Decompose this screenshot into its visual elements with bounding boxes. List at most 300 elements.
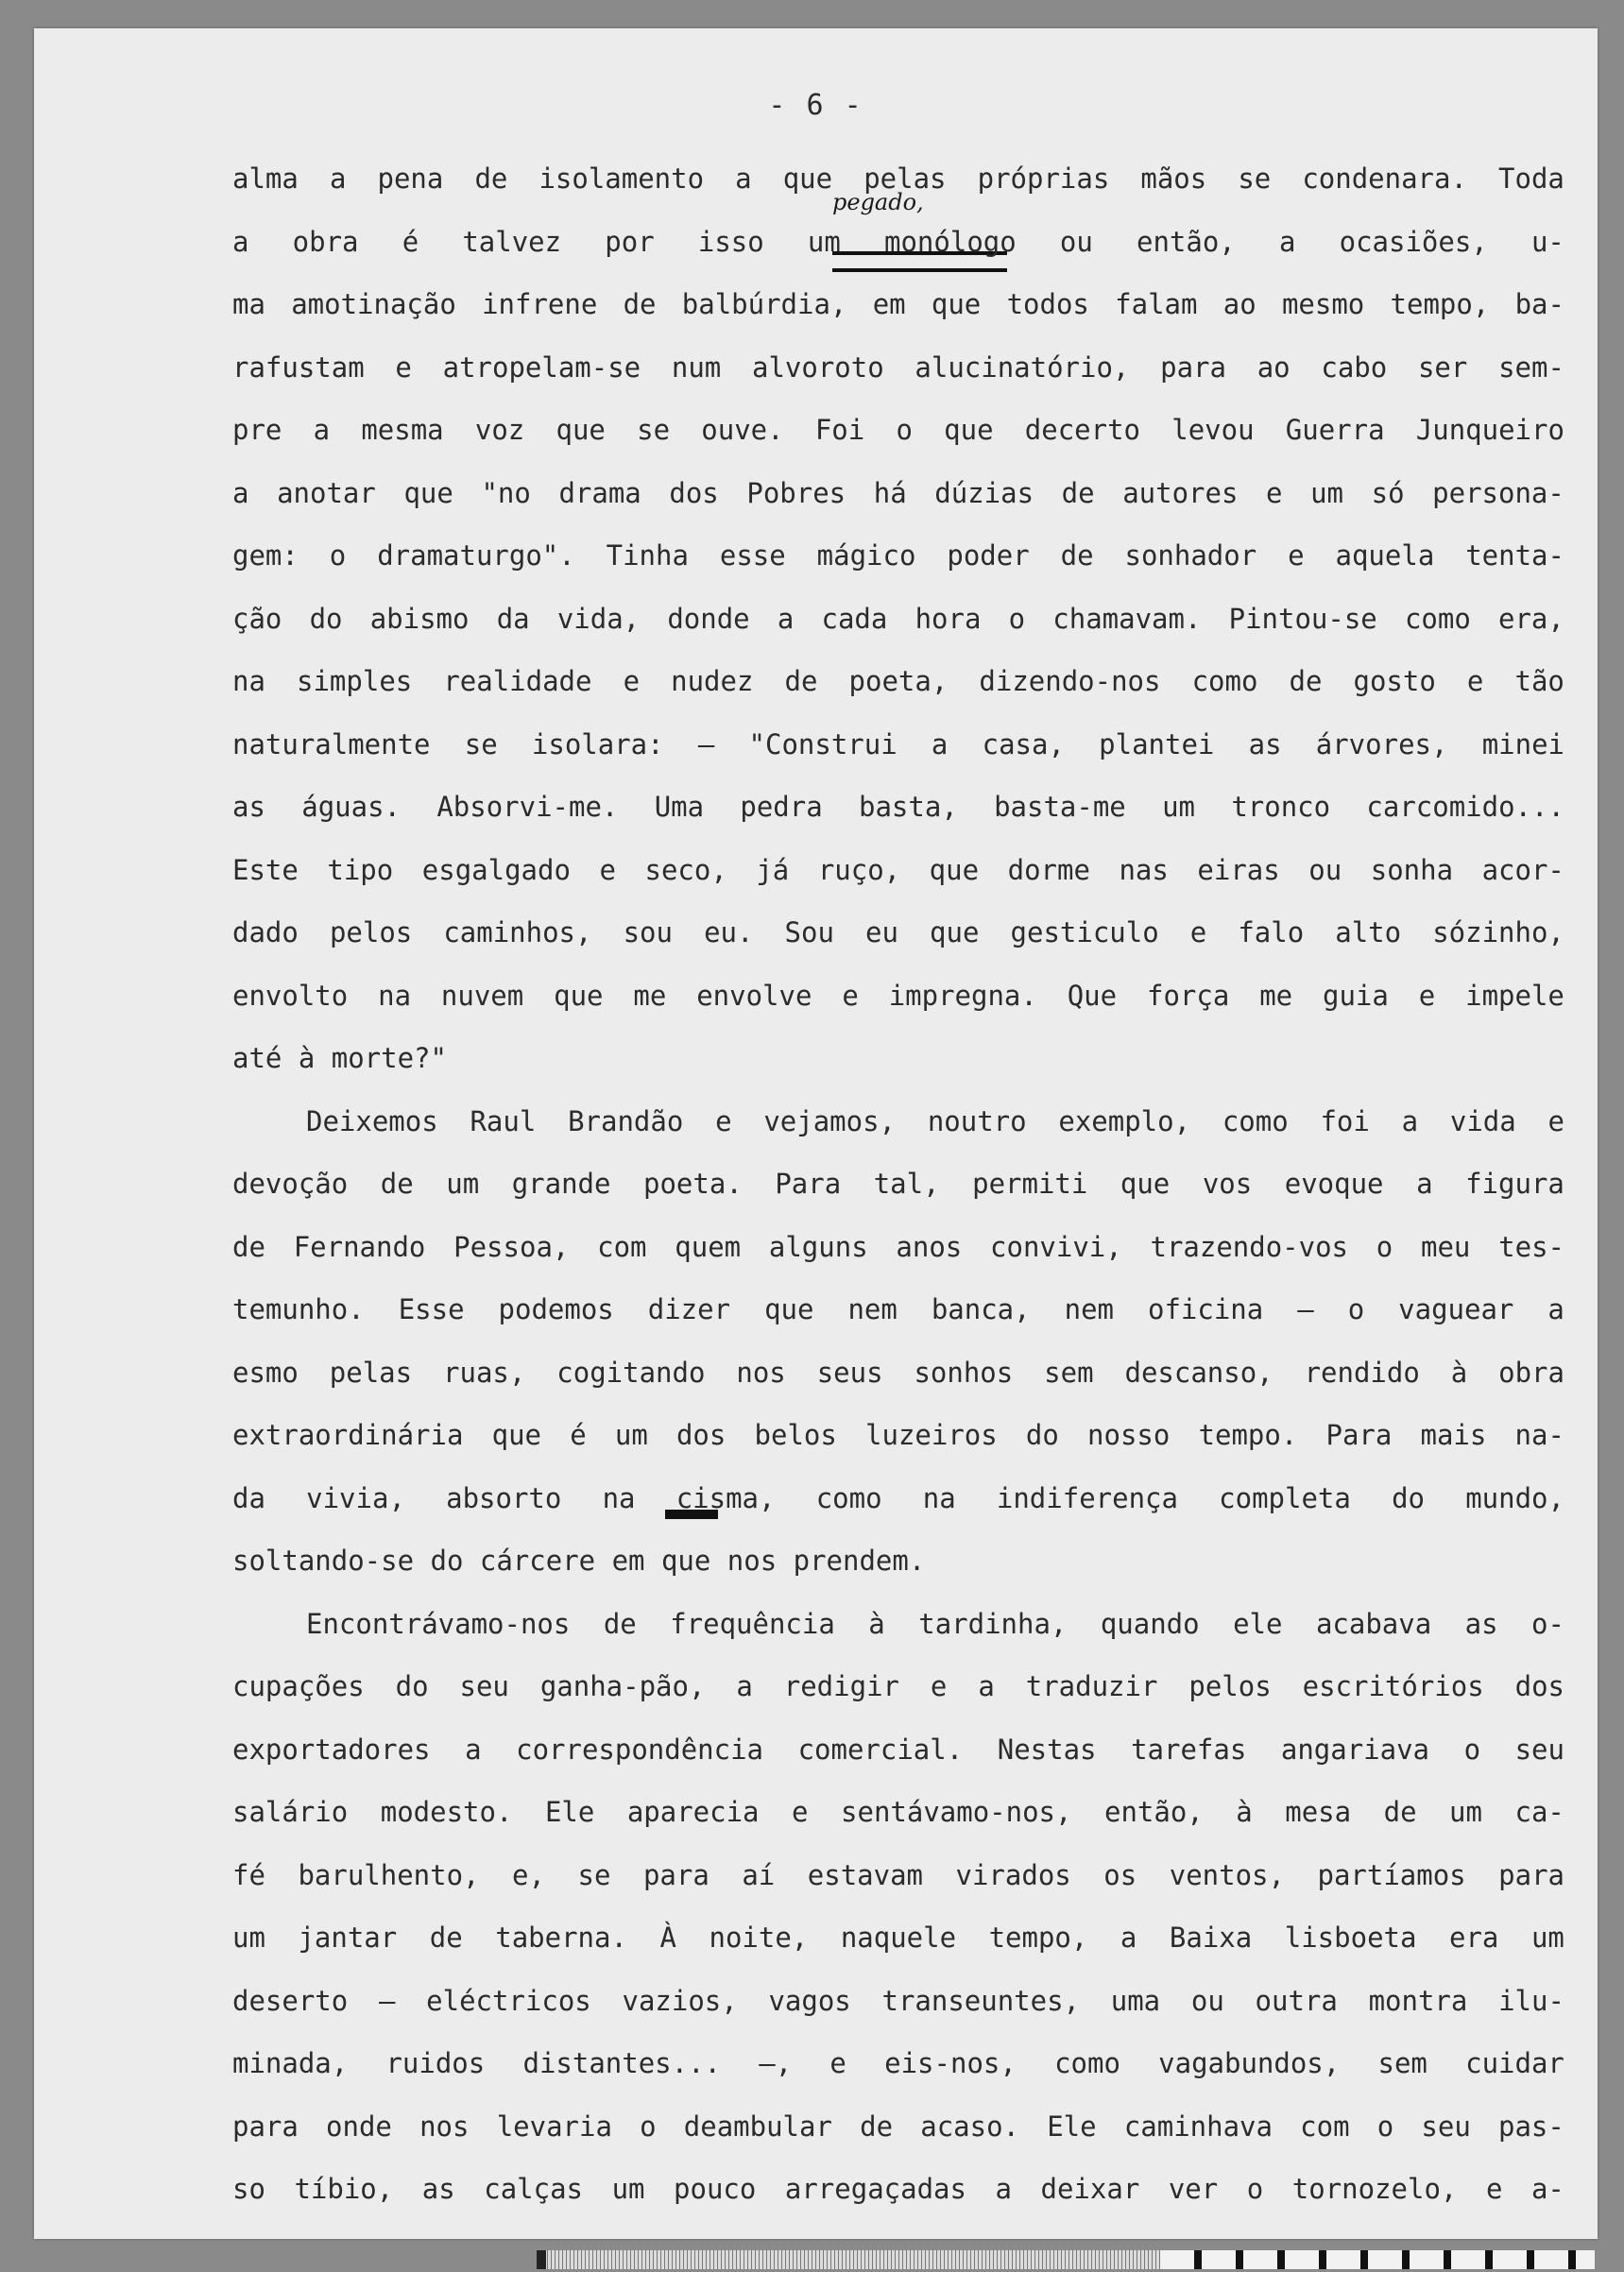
word: Que xyxy=(1067,979,1118,1012)
word: sem xyxy=(1377,2047,1427,2079)
word: calças xyxy=(484,2173,584,2205)
word: seus xyxy=(816,1356,883,1389)
word: cada xyxy=(821,602,888,635)
word: cogitando xyxy=(556,1356,706,1389)
word: pas- xyxy=(1498,2110,1564,2143)
word: seu xyxy=(1421,2110,1471,2143)
word: como xyxy=(815,1481,882,1514)
word: aí xyxy=(742,1858,776,1891)
word: banca, xyxy=(931,1293,1031,1325)
word: um xyxy=(1530,1922,1564,1954)
word: Nestas xyxy=(997,1733,1097,1766)
word: as xyxy=(1464,1607,1498,1640)
text-line xyxy=(232,1467,1564,1530)
word: descanso, xyxy=(1124,1356,1274,1389)
word: e xyxy=(395,350,412,384)
word: num xyxy=(671,350,722,384)
word: gem: xyxy=(232,539,299,572)
word: condenara. xyxy=(1302,162,1467,195)
text-line xyxy=(232,147,1564,211)
word: todos xyxy=(1006,288,1089,320)
word: Pessoa, xyxy=(453,1230,570,1263)
word: como xyxy=(1054,2047,1120,2079)
word: isolara: xyxy=(531,727,664,760)
word: que xyxy=(491,1419,542,1451)
word: deixar xyxy=(1040,2173,1140,2205)
word: para xyxy=(1160,350,1226,384)
word: de xyxy=(603,1607,637,1640)
word: ele xyxy=(1233,1607,1283,1640)
word: plantei xyxy=(1099,727,1215,760)
word: figura xyxy=(1465,1168,1564,1200)
word: a xyxy=(1547,1293,1564,1325)
word: falo xyxy=(1238,916,1305,948)
word: rendido xyxy=(1304,1356,1420,1389)
word: que xyxy=(403,476,453,509)
word: salário xyxy=(232,1796,349,1828)
word: ilu- xyxy=(1498,1984,1564,2017)
text-line xyxy=(232,1153,1564,1216)
word: esmo xyxy=(232,1356,299,1389)
word: mesa xyxy=(1285,1796,1352,1828)
word: Deixemos xyxy=(306,1104,438,1137)
word: eiras xyxy=(1197,853,1280,886)
word: sonhador xyxy=(1124,539,1257,572)
word: e xyxy=(715,1104,732,1137)
word: Brandão xyxy=(568,1104,684,1137)
word: onde xyxy=(326,2110,392,2143)
word: pelos xyxy=(1188,1670,1272,1702)
word: dramaturgo". xyxy=(377,539,575,572)
text-line xyxy=(232,901,1564,965)
word: monólogo xyxy=(884,225,1017,258)
word: ou xyxy=(1190,1984,1224,2017)
word: — xyxy=(1297,1293,1314,1325)
scan-scale-bar xyxy=(537,2250,1595,2269)
word: vida, xyxy=(556,602,641,635)
word: tipo xyxy=(327,853,394,886)
text-line xyxy=(232,211,1564,274)
word: tes- xyxy=(1498,1230,1564,1263)
word: ganha-pão, xyxy=(539,1670,706,1702)
word: me xyxy=(633,979,667,1012)
word: sonha xyxy=(1370,853,1454,886)
word: na xyxy=(232,665,265,697)
word: mesmo xyxy=(1281,288,1365,320)
word: dúzias xyxy=(934,476,1034,509)
text-line xyxy=(232,462,1564,525)
word: seco, xyxy=(644,853,727,886)
word: ocasiões, xyxy=(1339,225,1488,258)
word: um xyxy=(1310,476,1344,509)
text-line-content: até à morte?" xyxy=(232,1042,447,1074)
word: a- xyxy=(1530,2173,1564,2205)
word: Tinha xyxy=(606,539,689,572)
word: e xyxy=(1485,2173,1503,2205)
word: Ele xyxy=(544,1796,595,1828)
word: na xyxy=(378,979,412,1012)
word: a xyxy=(329,162,347,195)
word: tal, xyxy=(873,1168,940,1200)
word: a xyxy=(232,476,249,509)
word: transeuntes, xyxy=(881,1984,1081,2017)
page-number: - 6 - xyxy=(768,89,863,122)
word: nas xyxy=(1119,853,1169,886)
text-line xyxy=(232,650,1564,713)
word: barulhento, xyxy=(298,1858,480,1891)
text-line xyxy=(232,839,1564,902)
word: isso xyxy=(697,225,764,258)
word: À xyxy=(659,1922,676,1954)
word: a xyxy=(1401,1104,1419,1137)
word: uma xyxy=(1110,1984,1161,2017)
word: Junqueiro xyxy=(1415,414,1564,446)
word: como xyxy=(1191,665,1258,697)
word: cabo xyxy=(1321,350,1388,384)
word: o xyxy=(1347,1293,1365,1325)
word: ruas, xyxy=(443,1356,526,1389)
word: pelas xyxy=(329,1356,413,1389)
word: se xyxy=(1238,162,1272,195)
word: próprias xyxy=(977,162,1110,195)
word: traduzir xyxy=(1025,1670,1158,1702)
word: nem xyxy=(847,1293,897,1325)
word: se xyxy=(464,727,498,760)
text-line xyxy=(232,588,1564,651)
word: ca- xyxy=(1514,1796,1564,1828)
word: um xyxy=(1162,791,1196,823)
word: ção xyxy=(232,602,282,635)
word: vos xyxy=(1202,1168,1253,1200)
word: realidade xyxy=(443,665,592,697)
word: que xyxy=(764,1293,814,1325)
word: ruidos xyxy=(385,2047,486,2079)
word: um xyxy=(1449,1796,1482,1828)
word: vaguear xyxy=(1398,1293,1514,1325)
word: do xyxy=(395,1670,429,1702)
word: com xyxy=(597,1230,647,1263)
word: só xyxy=(1371,476,1405,509)
word: mãos xyxy=(1140,162,1207,195)
word: u- xyxy=(1530,225,1564,258)
word: persona- xyxy=(1432,476,1564,509)
word: a xyxy=(995,2173,1012,2205)
word: exemplo, xyxy=(1058,1104,1191,1137)
word: do xyxy=(1392,1481,1425,1514)
word: levaria xyxy=(496,2110,612,2143)
word: poeta. xyxy=(643,1168,743,1200)
word: montra xyxy=(1368,1984,1468,2017)
word: a xyxy=(736,1670,753,1702)
word: Pobres xyxy=(746,476,846,509)
word: outra xyxy=(1255,1984,1338,2017)
word: voz xyxy=(474,414,525,446)
word: que xyxy=(554,979,604,1012)
word: de xyxy=(860,2110,894,2143)
word: ouve. xyxy=(701,414,784,446)
word: tardinha, xyxy=(918,1607,1068,1640)
word: alguns xyxy=(768,1230,868,1263)
word: a xyxy=(232,225,249,258)
word: nuvem xyxy=(440,979,524,1012)
word: tenta- xyxy=(1465,539,1564,572)
word: Este xyxy=(232,853,299,886)
word: e xyxy=(623,665,641,697)
word: simples xyxy=(297,665,413,697)
word: casa, xyxy=(982,727,1065,760)
word: os xyxy=(1103,1858,1137,1891)
word: do xyxy=(1025,1419,1059,1451)
word: e xyxy=(842,979,859,1012)
word: taberna. xyxy=(495,1922,627,1954)
word: de xyxy=(1383,1796,1417,1828)
word: era, xyxy=(1498,602,1564,635)
word: nudez xyxy=(671,665,754,697)
word: poeta, xyxy=(848,665,949,697)
word: basta, xyxy=(859,791,958,823)
word: Fernando xyxy=(293,1230,426,1263)
word: já xyxy=(756,853,790,886)
word: quem xyxy=(675,1230,742,1263)
word: Sou xyxy=(784,916,834,948)
word: tíbio, xyxy=(294,2173,394,2205)
body-text xyxy=(232,147,1564,2221)
text-line xyxy=(232,1970,1564,2033)
word: eléctricos xyxy=(426,1984,591,2017)
word: ruço, xyxy=(817,853,901,886)
word: balbúrdia, xyxy=(681,288,847,320)
word: o xyxy=(1246,2173,1264,2205)
word: o xyxy=(896,414,913,446)
word: abismo xyxy=(369,602,470,635)
word: com xyxy=(1300,2110,1350,2143)
word: lisboeta xyxy=(1284,1922,1417,1954)
word: dos xyxy=(675,1419,727,1451)
word: o xyxy=(1376,2110,1394,2143)
text-line xyxy=(232,1655,1564,1718)
word: grande xyxy=(511,1168,611,1200)
word: sózinho, xyxy=(1432,916,1564,948)
word: aquela xyxy=(1335,539,1435,572)
word: noite, xyxy=(709,1922,809,1954)
word: na xyxy=(602,1481,636,1514)
word: ver xyxy=(1168,2173,1219,2205)
word: que xyxy=(782,162,833,195)
word: de xyxy=(1289,665,1323,697)
word: Baixa xyxy=(1169,1922,1253,1954)
word: ou xyxy=(1059,225,1093,258)
word: as xyxy=(421,2173,455,2205)
word: naquele xyxy=(840,1922,957,1954)
word: sonhos xyxy=(914,1356,1014,1389)
word: modesto. xyxy=(380,1796,513,1828)
word: seu xyxy=(459,1670,509,1702)
word: gesticulo xyxy=(1010,916,1159,948)
word: se xyxy=(577,1858,611,1891)
word: e xyxy=(1466,665,1484,697)
word: comercial. xyxy=(797,1733,964,1766)
word: escritórios xyxy=(1302,1670,1484,1702)
word: e xyxy=(1266,476,1283,509)
word: convivi, xyxy=(990,1230,1122,1263)
word: que xyxy=(1120,1168,1171,1200)
word: ao xyxy=(1222,288,1256,320)
word: tempo. xyxy=(1198,1419,1298,1451)
word: que xyxy=(931,288,982,320)
word: de xyxy=(380,1168,414,1200)
word: trazendo-vos xyxy=(1150,1230,1348,1263)
text-line xyxy=(232,1593,1564,1656)
word: alucinatório, xyxy=(915,350,1130,384)
word: a xyxy=(978,1670,995,1702)
word: as xyxy=(1248,727,1282,760)
word: mesma xyxy=(361,414,444,446)
word: deambular xyxy=(683,2110,832,2143)
word: pelas xyxy=(863,162,947,195)
word: dorme xyxy=(1007,853,1090,886)
word: para xyxy=(642,1858,709,1891)
word: mágico xyxy=(816,539,916,572)
word: a xyxy=(735,162,752,195)
word: tão xyxy=(1514,665,1564,697)
word: para xyxy=(1498,1858,1564,1891)
word: era xyxy=(1449,1922,1499,1954)
word: basta-me xyxy=(994,791,1126,823)
text-line xyxy=(232,1216,1564,1279)
word: Para xyxy=(1325,1419,1393,1451)
word: à xyxy=(868,1607,885,1640)
word: em xyxy=(872,288,906,320)
word: donde xyxy=(667,602,750,635)
word: vejamos, xyxy=(763,1104,897,1137)
word: esse xyxy=(719,539,786,572)
word: obra xyxy=(292,225,359,258)
word: a xyxy=(777,602,795,635)
word: Esse xyxy=(398,1293,465,1325)
text-line xyxy=(232,1529,1564,1593)
word: guia xyxy=(1323,979,1389,1012)
word: a xyxy=(931,727,949,760)
word: de xyxy=(474,162,508,195)
word: angariava xyxy=(1280,1733,1429,1766)
word: estavam xyxy=(807,1858,923,1891)
word: Guerra xyxy=(1285,414,1385,446)
word: e xyxy=(792,1796,809,1828)
word: minei xyxy=(1481,727,1564,760)
word: um xyxy=(446,1168,480,1200)
word: talvez xyxy=(462,225,562,258)
word: absorto xyxy=(446,1481,562,1514)
text-line xyxy=(232,1341,1564,1405)
word: caminhava xyxy=(1123,2110,1273,2143)
word: caminhos, xyxy=(443,916,592,948)
text-line-content: soltando-se do cárcere em que nos prendem. xyxy=(232,1545,926,1577)
word: de xyxy=(623,288,657,320)
word: ventos, xyxy=(1169,1858,1285,1891)
word: pedra xyxy=(740,791,823,823)
word: Encontrávamo-nos xyxy=(306,1607,571,1640)
word: correspondência xyxy=(516,1733,764,1766)
word: Absorvi-me. xyxy=(436,791,619,823)
word: pena xyxy=(377,162,444,195)
word: e xyxy=(1288,539,1305,572)
word: exportadores xyxy=(232,1733,431,1766)
word: carcomido... xyxy=(1366,791,1564,823)
word: da xyxy=(496,602,530,635)
word: anos xyxy=(896,1230,963,1263)
text-line xyxy=(232,1718,1564,1782)
text-line xyxy=(232,776,1564,839)
word: o xyxy=(640,2110,657,2143)
word: completa xyxy=(1219,1481,1351,1514)
word: um xyxy=(611,2173,645,2205)
word: nos xyxy=(419,2110,470,2143)
word: na- xyxy=(1514,1419,1564,1451)
scale-bar-segment xyxy=(1160,2250,1595,2269)
handwritten-annotation: pegado, xyxy=(832,189,924,215)
word: impregna. xyxy=(888,979,1037,1012)
word: tornozelo, xyxy=(1291,2173,1458,2205)
word: rafustam xyxy=(232,350,365,384)
word: pelos xyxy=(329,916,413,948)
word: há xyxy=(873,476,907,509)
word: vida xyxy=(1449,1104,1516,1137)
word: o xyxy=(1463,1733,1481,1766)
word: a xyxy=(1278,225,1296,258)
word: o- xyxy=(1531,1607,1564,1640)
text-line xyxy=(232,1781,1564,1844)
word: é xyxy=(402,225,419,258)
word: envolto xyxy=(232,979,349,1012)
word: por xyxy=(605,225,655,258)
word: — xyxy=(697,727,715,760)
word: de xyxy=(1061,476,1095,509)
word: Toda xyxy=(1498,162,1564,195)
word: da xyxy=(232,1481,265,1514)
word: do xyxy=(309,602,343,635)
word: ou xyxy=(1308,853,1342,886)
word: de xyxy=(1060,539,1094,572)
word: frequência xyxy=(670,1607,835,1640)
word: se xyxy=(637,414,671,446)
word: oficina xyxy=(1148,1293,1264,1325)
word: que xyxy=(930,916,980,948)
word: vazios, xyxy=(622,1984,738,2017)
word: eis-nos, xyxy=(884,2047,1017,2079)
word: então, xyxy=(1103,1796,1204,1828)
word: para xyxy=(232,2110,299,2143)
word: evoque xyxy=(1284,1168,1384,1200)
word: cisma, xyxy=(675,1481,776,1514)
word: drama xyxy=(558,476,641,509)
word: Para xyxy=(775,1168,842,1200)
scale-bar-marker xyxy=(537,2250,546,2269)
word: so xyxy=(232,2173,265,2205)
word: dizer xyxy=(647,1293,731,1325)
word: cuidar xyxy=(1465,2047,1564,2079)
word: e, xyxy=(512,1858,545,1891)
word: e xyxy=(1189,916,1207,948)
word: mais xyxy=(1420,1419,1487,1451)
word: a xyxy=(465,1733,482,1766)
word: vagos xyxy=(768,1984,851,2017)
word: "no xyxy=(481,476,531,509)
word: sem xyxy=(1044,1356,1094,1389)
word: um xyxy=(807,225,841,258)
word: deserto xyxy=(232,1984,349,2017)
word: poder xyxy=(947,539,1030,572)
word: dado xyxy=(232,916,299,948)
